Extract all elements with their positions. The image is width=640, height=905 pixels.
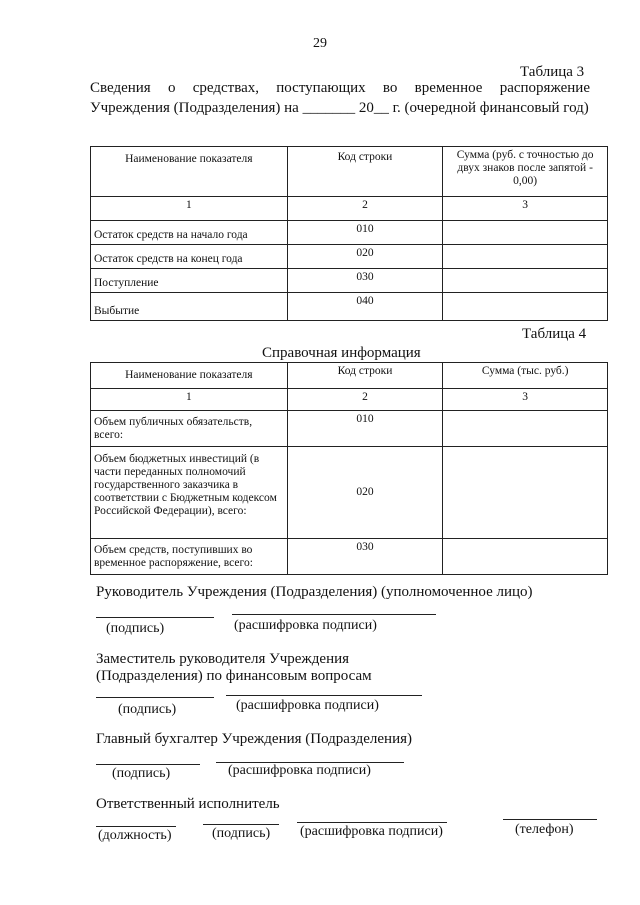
executor-phone-caption: (телефон) <box>515 822 574 837</box>
table3-row-name: Поступление <box>91 269 288 293</box>
table3-row-sum <box>443 245 608 269</box>
table4-row-name: Объем средств, поступивших во временное распоряжение, всего: <box>91 539 288 575</box>
table4-row-code: 020 <box>287 447 443 539</box>
accountant-signature-title: Главный бухгалтер Учреждения (Подразделения) <box>96 731 413 747</box>
table-row <box>91 539 608 575</box>
table4-num-3: 3 <box>443 389 608 411</box>
table3-row-sum <box>443 269 608 293</box>
table-row <box>91 245 608 269</box>
table-row <box>91 293 608 321</box>
table3-num-2: 2 <box>287 197 443 221</box>
deputy-decode-caption: (расшифровка подписи) <box>236 698 379 713</box>
table3-row-code: 010 <box>287 221 443 245</box>
table4-row-sum <box>443 411 608 447</box>
table4-row-code: 030 <box>287 539 443 575</box>
accountant-sign-caption: (подпись) <box>112 766 171 781</box>
head-decode-line <box>232 614 436 615</box>
executor-sign-line <box>203 824 279 825</box>
head-sign-line <box>96 617 214 618</box>
table3-row-sum <box>443 293 608 321</box>
table4-label: Таблица 4 <box>522 326 587 342</box>
table4-row-code: 010 <box>287 411 443 447</box>
table3-heading: Сведения о средствах, поступающих во временное распоряжение Учреждения (Подразделения) на _______ 20__ г. (очередной финансовый год) <box>90 80 590 116</box>
table3-row-name: Остаток средств на конец года <box>91 245 288 269</box>
deputy-signature-title-line2: (Подразделения) по финансовым вопросам <box>96 668 372 684</box>
executor-phone-line <box>503 819 597 820</box>
executor-position-caption: (должность) <box>98 828 172 843</box>
head-signature-title: Руководитель Учреждения (Подразделения) (уполномоченное лицо) <box>96 584 533 600</box>
table3-header-name: Наименование показателя <box>91 147 288 197</box>
deputy-sign-line <box>96 697 214 698</box>
table4-numbers-row <box>91 389 608 411</box>
accountant-decode-caption: (расшифровка подписи) <box>228 763 371 778</box>
table4-header-code: Код строки <box>287 363 443 389</box>
table3-row-code: 020 <box>287 245 443 269</box>
table4-title: Справочная информация <box>262 345 421 361</box>
table3-numbers-row <box>91 197 608 221</box>
deputy-decode-line <box>226 695 422 696</box>
table4-header-sum: Сумма (тыс. руб.) <box>443 363 608 389</box>
deputy-signature-title-line1: Заместитель руководителя Учреждения <box>96 651 350 667</box>
table4-row-sum <box>443 539 608 575</box>
table3-row-sum <box>443 221 608 245</box>
table4-header-name: Наименование показателя <box>91 363 288 389</box>
table4 <box>90 362 608 575</box>
table3 <box>90 146 608 321</box>
table3-label: Таблица 3 <box>520 64 585 80</box>
page-number: 29 <box>313 36 327 51</box>
table4-row-sum <box>443 447 608 539</box>
head-sign-caption: (подпись) <box>106 621 165 636</box>
table-row <box>91 447 608 539</box>
table4-num-1: 1 <box>91 389 288 411</box>
head-decode-caption: (расшифровка подписи) <box>234 618 377 633</box>
executor-decode-caption: (расшифровка подписи) <box>300 824 443 839</box>
table4-row-name: Объем публичных обязательств, всего: <box>91 411 288 447</box>
table3-header-sum: Сумма (руб. с точностью до двух знаков после запятой - 0,00) <box>443 147 608 197</box>
executor-position-line <box>96 826 176 827</box>
table3-row-code: 040 <box>287 293 443 321</box>
table3-row-name: Выбытие <box>91 293 288 321</box>
table3-num-1: 1 <box>91 197 288 221</box>
table3-header-code: Код строки <box>287 147 443 197</box>
table3-row-name: Остаток средств на начало года <box>91 221 288 245</box>
executor-signature-title: Ответственный исполнитель <box>96 796 280 812</box>
table-row <box>91 221 608 245</box>
table-row <box>91 269 608 293</box>
executor-decode-line <box>297 822 447 823</box>
table3-row-code: 030 <box>287 269 443 293</box>
deputy-sign-caption: (подпись) <box>118 702 177 717</box>
accountant-sign-line <box>96 764 200 765</box>
table4-num-2: 2 <box>287 389 443 411</box>
table3-header-row <box>91 147 608 197</box>
table-row <box>91 411 608 447</box>
table4-row-name: Объем бюджетных инвестиций (в части переданных полномочий государственного заказчика в соответствии с Бюджетным кодексом Российской Федерации), всего: <box>91 447 288 539</box>
table3-num-3: 3 <box>443 197 608 221</box>
table4-header-row <box>91 363 608 389</box>
executor-sign-caption: (подпись) <box>212 826 271 841</box>
